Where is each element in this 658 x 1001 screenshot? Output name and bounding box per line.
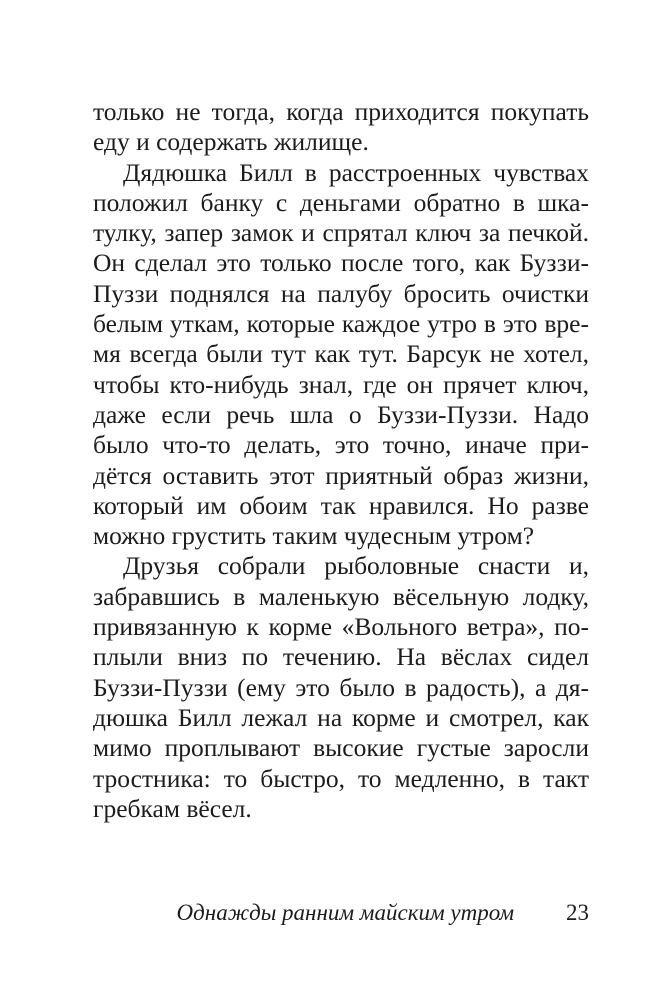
text-line: только не тогда, когда приходится покупать: [93, 97, 589, 126]
text-line: забравшись в маленькую вёсельную лодку,: [93, 581, 589, 611]
text-line: Буззи-Пуззи (ему это было в радость), а дя-: [93, 672, 589, 702]
text-line: тулку, запер замок и спрятал ключ за печкой.: [93, 218, 589, 248]
text-line: плыли вниз по течению. На вёслах сидел: [93, 642, 589, 672]
text-line: дюшка Билл лежал на корме и смотрел, как: [93, 702, 589, 732]
page-number: 23: [566, 900, 589, 925]
text-line: белым уткам, которые каждое утро в это вре-: [93, 309, 589, 339]
text-line: мя всегда были тут как тут. Барсук не хотел,: [93, 339, 589, 369]
text-line: было что-то делать, это точно, иначе при-: [93, 430, 589, 460]
paragraph: [93, 158, 589, 552]
text-line: еду и содержать жилище.: [93, 127, 369, 157]
text-line: даже если речь шла о Буззи-Пуззи. Надо: [93, 399, 589, 429]
text-line: Дядюшка Билл в расстроенных чувствах: [123, 157, 589, 187]
text-line: гребкам вёсел.: [93, 793, 252, 823]
text-line: Друзья собрали рыболовные снасти и,: [123, 551, 589, 581]
text-line: чтобы кто-нибудь знал, где он прячет ключ,: [93, 369, 589, 399]
text-line: положил банку с деньгами обратно в шка-: [93, 187, 589, 217]
text-line: мимо проплывают высокие густые заросли: [93, 733, 589, 763]
text-line: тростника: то быстро, то медленно, в такт: [93, 763, 589, 793]
text-line: Он сделал это только после того, как Буззи-: [93, 248, 589, 278]
text-line: дётся оставить этот приятный образ жизни,: [93, 460, 589, 490]
text-line: можно грустить таким чудесным утром?: [93, 521, 535, 551]
paragraph: [93, 97, 589, 158]
text-line: привязанную к корме «Вольного ветра», по-: [93, 612, 589, 642]
running-title: Однажды ранним майским утром: [176, 900, 514, 925]
text-line: Пуззи поднялся на палубу бросить очистки: [93, 278, 589, 308]
page-body: [93, 97, 589, 824]
text-line: который им обоим так нравился. Но разве: [93, 490, 589, 520]
paragraph: [93, 551, 589, 824]
